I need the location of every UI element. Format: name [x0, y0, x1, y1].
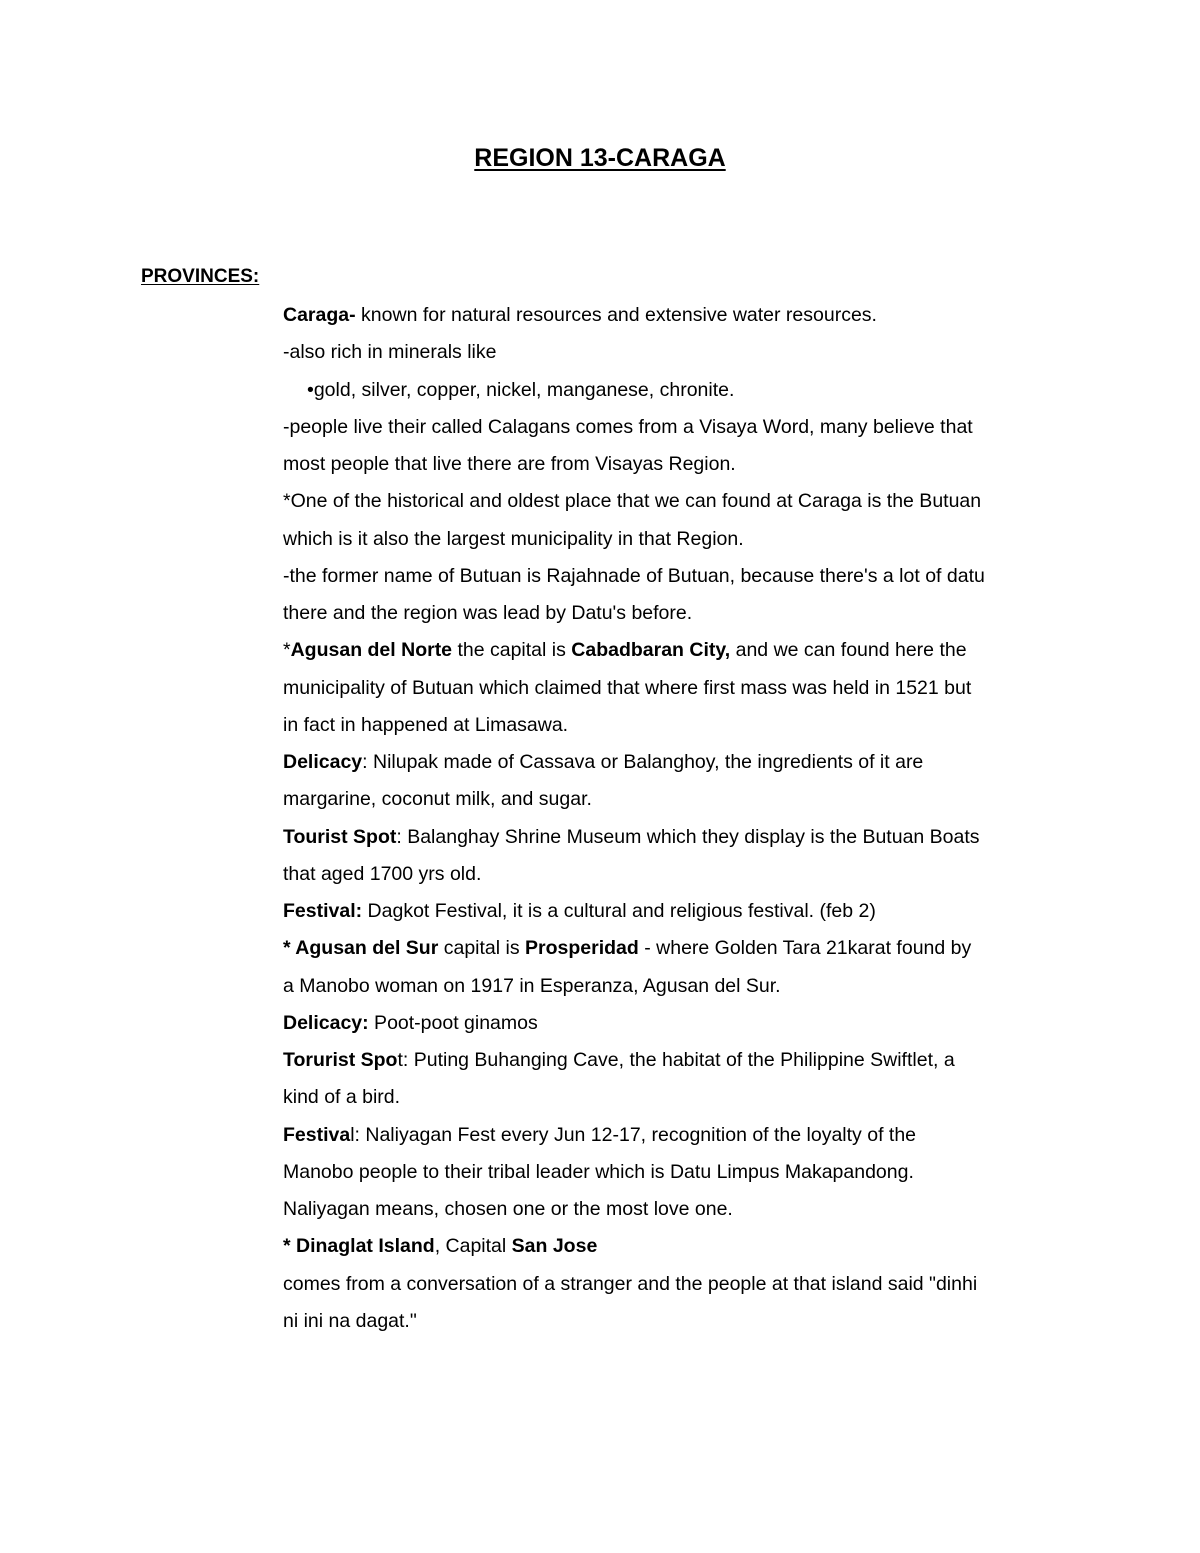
text-run: ni ini na dagat.": [283, 1309, 417, 1332]
text-line: [283, 334, 1083, 371]
text-line: [283, 632, 1083, 669]
text-run: -people live their called Calagans comes from a Visaya Word, many believe that: [283, 415, 973, 438]
text-run: known for natural resources and extensive water resources.: [355, 304, 877, 326]
bold-text: Agusan del Norte: [290, 639, 453, 662]
text-run: : Nilupak made of Cassava or Balanghoy, the ingredients of it are: [362, 751, 924, 773]
text-run: most people that live there are from Visayas Region.: [283, 453, 736, 475]
text-run: Manobo people to their tribal leader which is Datu Limpus Makapandong.: [283, 1160, 914, 1183]
bold-text: Festiva: [283, 1123, 351, 1146]
bold-text: Cabadbaran City,: [571, 639, 731, 662]
text-run: Naliyagan means, chosen one or the most love one.: [283, 1198, 733, 1220]
text-run: -the former name of Butuan is Rajahnade of Butuan, because there's a lot of datu: [283, 564, 985, 587]
text-run: comes from a conversation of a stranger and the people at that island said "dinhi: [283, 1272, 978, 1295]
text-line: [283, 372, 1083, 409]
text-run: there and the region was lead by Datu's before.: [283, 602, 693, 624]
text-line: [283, 1191, 1083, 1228]
text-run: : Balanghay Shrine Museum which they display is the Butuan Boats: [396, 825, 980, 848]
document-body: [283, 297, 1083, 1340]
text-line: [283, 297, 1083, 334]
text-run: the capital is: [452, 639, 572, 662]
text-run: , Capital: [434, 1235, 512, 1258]
bold-text: * Agusan del Sur: [283, 937, 439, 960]
text-line: [283, 1005, 1083, 1042]
text-line: [283, 781, 1083, 818]
text-line: [283, 409, 1083, 446]
page-title: REGION 13-CARAGA: [474, 144, 726, 172]
text-run: kind of a bird.: [283, 1086, 401, 1109]
text-line: [283, 1228, 1083, 1265]
text-run: and we can found here the: [730, 639, 967, 662]
provinces-heading: PROVINCES:: [141, 266, 260, 287]
text-run: *One of the historical and oldest place that we can found at Caraga is the Butuan: [283, 490, 982, 513]
text-line: [283, 521, 1083, 558]
text-run: a Manobo woman on 1917 in Esperanza, Agusan del Sur.: [283, 974, 781, 997]
text-run: Poot-poot ginamos: [368, 1011, 538, 1034]
bold-text: San Jose: [511, 1235, 598, 1258]
text-run: which is it also the largest municipality in that Region.: [283, 527, 744, 550]
text-line: [283, 1266, 1083, 1303]
text-line: [283, 819, 1083, 856]
text-line: [283, 930, 1083, 967]
text-line: [283, 856, 1083, 893]
text-line: [283, 1303, 1083, 1340]
text-line: [283, 446, 1083, 483]
bold-text: Delicacy:: [283, 1011, 369, 1034]
text-run: - where Golden Tara 21karat found by: [638, 937, 972, 960]
bold-text: Delicacy: [283, 751, 363, 773]
bold-text: Torurist Spo: [283, 1049, 398, 1071]
text-line: [283, 707, 1083, 744]
text-run: -also rich in minerals like: [283, 341, 497, 364]
text-line: [283, 744, 1083, 781]
bold-text: Festival:: [283, 900, 363, 922]
text-line: [283, 1079, 1083, 1116]
text-line: [283, 483, 1083, 520]
text-line: [283, 670, 1083, 707]
text-run: •gold, silver, copper, nickel, manganese, chronite.: [307, 378, 735, 401]
bold-text: Prosperidad: [525, 937, 639, 960]
text-line: [283, 1117, 1083, 1154]
text-run: margarine, coconut milk, and sugar.: [283, 788, 592, 811]
text-run: that aged 1700 yrs old.: [283, 862, 482, 885]
text-line: [283, 968, 1083, 1005]
text-line: [283, 1154, 1083, 1191]
text-line: [283, 595, 1083, 632]
text-line: [283, 1042, 1083, 1079]
text-run: Dagkot Festival, it is a cultural and religious festival. (feb 2): [362, 900, 876, 922]
text-run: capital is: [438, 937, 526, 960]
bold-text: * Dinaglat Island: [283, 1235, 435, 1258]
text-line: [283, 558, 1083, 595]
text-run: t: Puting Buhanging Cave, the habitat of the Philippine Swiftlet, a: [397, 1049, 955, 1071]
text-run: in fact in happened at Limasawa.: [283, 713, 569, 736]
text-run: l: Naliyagan Fest every Jun 12-17, recognition of the loyalty of the: [350, 1123, 917, 1146]
bold-text: Tourist Spot: [283, 825, 397, 848]
text-run: *: [283, 639, 291, 662]
bold-text: Caraga-: [283, 304, 356, 326]
text-line: [283, 893, 1083, 930]
text-run: municipality of Butuan which claimed that where first mass was held in 1521 but: [283, 676, 972, 699]
